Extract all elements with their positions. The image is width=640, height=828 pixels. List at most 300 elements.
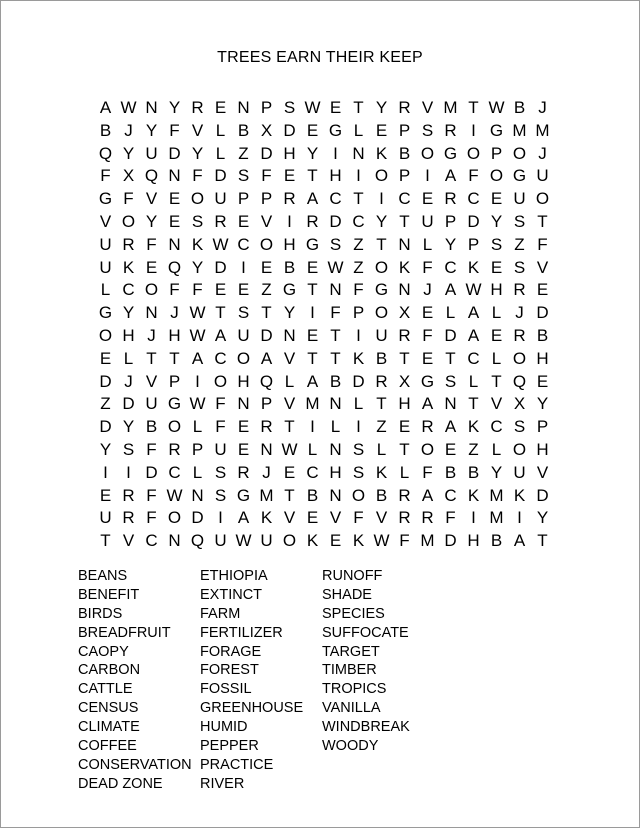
grid-letter: D [99, 371, 112, 391]
grid-letter: D [122, 394, 135, 414]
grid-letter: E [306, 508, 319, 528]
grid-letter: S [513, 257, 526, 277]
word-list-item: SUFFOCATE [322, 624, 409, 641]
grid-letter: G [305, 234, 320, 254]
grid-letter: B [536, 325, 549, 345]
grid-letter: G [420, 371, 435, 391]
grid-letter: W [281, 439, 298, 459]
grid-letter: M [443, 98, 458, 117]
grid-letter: S [237, 166, 250, 186]
grid-letter: U [536, 166, 549, 186]
grid-letter: T [445, 348, 456, 368]
grid-letter: F [215, 394, 226, 414]
grid-letter: G [98, 303, 113, 323]
grid-letter: I [241, 257, 246, 277]
grid-letter: Q [167, 257, 182, 277]
grid-letter: Y [306, 143, 319, 163]
grid-letter: E [99, 348, 112, 368]
word-list-item: FOSSIL [200, 681, 252, 698]
grid-letter: J [423, 280, 432, 300]
grid-letter: A [444, 166, 457, 186]
grid-letter: K [191, 234, 204, 254]
grid-letter: R [398, 508, 411, 528]
word-list-item: HUMID [200, 719, 248, 736]
grid-letter: L [445, 303, 456, 323]
grid-letter: O [535, 189, 550, 209]
grid-letter: L [123, 348, 134, 368]
grid-letter: J [515, 303, 524, 323]
word-list-item: DEAD ZONE [78, 775, 163, 792]
grid-letter: R [122, 234, 135, 254]
grid-letter: F [399, 531, 410, 551]
letter-grid [94, 97, 554, 553]
grid-letter: U [214, 189, 227, 209]
grid-letter: Z [353, 234, 364, 254]
grid-letter: B [398, 143, 411, 163]
grid-letter: U [260, 531, 273, 551]
word-list-item: BEANS [78, 568, 128, 584]
word-list-item: RUNOFF [322, 568, 383, 584]
grid-letter: M [305, 394, 320, 414]
grid-letter: D [444, 531, 457, 551]
grid-letter: U [421, 211, 434, 231]
grid-letter: P [352, 303, 365, 323]
grid-letter: R [214, 211, 227, 231]
grid-letter: U [145, 394, 158, 414]
grid-letter: T [376, 394, 387, 414]
grid-letter: Y [122, 417, 135, 437]
grid-letter: F [146, 439, 157, 459]
grid-letter: C [352, 211, 365, 231]
grid-letter: V [145, 371, 158, 391]
grid-letter: F [422, 257, 433, 277]
grid-letter: S [122, 439, 135, 459]
grid-letter: C [168, 462, 181, 482]
grid-letter: T [399, 439, 410, 459]
grid-row [94, 348, 554, 371]
grid-letter: O [144, 280, 159, 300]
grid-letter: M [420, 531, 435, 551]
grid-letter: U [99, 257, 112, 277]
grid-letter: C [490, 417, 503, 437]
grid-letter: D [444, 325, 457, 345]
grid-letter: H [329, 166, 342, 186]
grid-letter: D [260, 143, 273, 163]
grid-letter: F [422, 462, 433, 482]
grid-letter: I [287, 211, 292, 231]
grid-letter: T [169, 348, 180, 368]
grid-letter: N [260, 439, 273, 459]
grid-letter: K [375, 462, 388, 482]
grid-letter: L [100, 280, 111, 300]
grid-row [94, 302, 554, 325]
grid-letter: S [490, 234, 503, 254]
grid-letter: V [536, 462, 549, 482]
grid-letter: W [235, 531, 252, 551]
grid-letter: F [330, 303, 341, 323]
word-list-item: CONSERVATION [78, 756, 192, 773]
grid-letter: S [214, 485, 227, 505]
grid-letter: T [261, 303, 272, 323]
grid-letter: G [512, 166, 527, 186]
word-list-item: FORAGE [200, 643, 262, 660]
grid-row [94, 234, 554, 257]
grid-letter: L [215, 143, 226, 163]
grid-letter: R [260, 417, 273, 437]
grid-letter: I [195, 371, 200, 391]
grid-letter: T [284, 417, 295, 437]
grid-letter: U [145, 143, 158, 163]
grid-letter: Z [238, 143, 249, 163]
grid-row [94, 462, 554, 485]
grid-letter: K [306, 531, 319, 551]
grid-letter: B [145, 417, 158, 437]
grid-letter: T [537, 531, 548, 551]
grid-letter: Y [168, 98, 181, 117]
grid-letter: P [260, 98, 273, 117]
grid-letter: V [536, 257, 549, 277]
grid-letter: D [536, 485, 549, 505]
grid-letter: G [328, 120, 343, 140]
grid-row [94, 530, 554, 553]
grid-letter: E [237, 280, 250, 300]
word-list-item: TARGET [322, 643, 380, 660]
grid-letter: T [353, 98, 364, 117]
grid-letter: P [467, 234, 480, 254]
grid-letter: M [489, 485, 504, 505]
grid-letter: N [168, 166, 181, 186]
word-list-item: CAOPY [78, 643, 129, 660]
grid-letter: N [398, 280, 411, 300]
word-list-item: SPECIES [322, 605, 385, 622]
grid-letter: H [467, 531, 480, 551]
grid-letter: N [191, 485, 204, 505]
grid-letter: W [373, 531, 390, 551]
grid-letter: U [99, 234, 112, 254]
word-list-item: FOREST [200, 662, 259, 679]
grid-letter: O [190, 189, 205, 209]
grid-letter: A [513, 531, 526, 551]
grid-letter: T [468, 98, 479, 117]
grid-letter: O [374, 166, 389, 186]
grid-letter: D [168, 143, 181, 163]
grid-letter: V [375, 508, 388, 528]
grid-letter: B [490, 531, 503, 551]
page-title: TREES EARN THEIR KEEP [217, 49, 423, 66]
word-bank [78, 567, 442, 794]
grid-letter: Y [122, 303, 135, 323]
grid-letter: Q [190, 531, 205, 551]
word-column-3 [322, 567, 442, 794]
grid-letter: N [145, 303, 158, 323]
grid-letter: I [126, 462, 131, 482]
grid-letter: O [466, 143, 481, 163]
grid-letter: R [283, 189, 296, 209]
grid-letter: S [444, 371, 457, 391]
grid-letter: I [356, 417, 361, 437]
grid-letter: S [214, 462, 227, 482]
grid-letter: E [421, 303, 434, 323]
grid-letter: N [352, 143, 365, 163]
grid-letter: C [444, 257, 457, 277]
grid-letter: X [398, 303, 411, 323]
grid-letter: W [189, 394, 206, 414]
grid-letter: A [99, 98, 112, 117]
grid-letter: J [124, 120, 133, 140]
grid-letter: T [307, 166, 318, 186]
grid-letter: F [261, 166, 272, 186]
grid-letter: B [283, 257, 296, 277]
grid-letter: F [100, 166, 111, 186]
word-list-item: GREENHOUSE [200, 700, 304, 717]
grid-letter: E [283, 166, 296, 186]
grid-letter: O [374, 303, 389, 323]
grid-letter: F [146, 485, 157, 505]
grid-letter: E [536, 371, 549, 391]
grid-letter: Y [490, 211, 503, 231]
grid-letter: T [399, 348, 410, 368]
grid-letter: A [467, 325, 480, 345]
grid-letter: V [260, 211, 273, 231]
grid-letter: R [421, 417, 434, 437]
grid-letter: F [123, 189, 134, 209]
grid-letter: P [260, 394, 273, 414]
grid-letter: F [445, 508, 456, 528]
grid-row [94, 211, 554, 234]
grid-letter: S [352, 439, 365, 459]
grid-letter: L [192, 462, 203, 482]
grid-letter: R [398, 325, 411, 345]
grid-letter: S [421, 120, 434, 140]
grid-letter: L [307, 439, 318, 459]
grid-letter: B [467, 462, 480, 482]
grid-letter: V [329, 508, 342, 528]
grid-letter: O [489, 166, 504, 186]
word-list-item: PRACTICE [200, 756, 274, 773]
grid-letter: E [306, 120, 319, 140]
grid-letter: O [512, 143, 527, 163]
grid-letter: R [444, 189, 457, 209]
grid-letter: T [307, 348, 318, 368]
grid-letter: E [490, 257, 503, 277]
grid-letter: H [490, 280, 503, 300]
grid-letter: E [490, 325, 503, 345]
grid-letter: V [99, 211, 112, 231]
grid-letter: W [189, 325, 206, 345]
word-list-item: CATTLE [78, 681, 133, 698]
grid-letter: A [191, 348, 204, 368]
word-list-item: CARBON [78, 662, 141, 679]
grid-letter: E [306, 325, 319, 345]
grid-letter: B [513, 98, 526, 117]
grid-letter: W [189, 303, 206, 323]
grid-row [94, 507, 554, 530]
grid-letter: K [467, 417, 480, 437]
grid-letter: B [99, 120, 112, 140]
grid-letter: R [237, 462, 250, 482]
grid-row [94, 439, 554, 462]
grid-letter: M [489, 508, 504, 528]
grid-letter: P [490, 143, 503, 163]
grid-letter: Y [444, 234, 457, 254]
grid-letter: A [421, 394, 434, 414]
grid-letter: R [168, 439, 181, 459]
grid-letter: D [214, 166, 227, 186]
grid-letter: M [512, 120, 527, 140]
grid-letter: W [465, 280, 482, 300]
grid-letter: M [535, 120, 550, 140]
grid-letter: I [103, 462, 108, 482]
grid-letter: I [379, 189, 384, 209]
grid-letter: D [99, 417, 112, 437]
grid-letter: O [259, 234, 274, 254]
grid-letter: E [168, 189, 181, 209]
grid-letter: D [467, 211, 480, 231]
grid-letter: A [306, 371, 319, 391]
grid-letter: I [517, 508, 522, 528]
grid-letter: E [168, 211, 181, 231]
grid-letter: R [306, 211, 319, 231]
grid-letter: G [167, 394, 182, 414]
grid-letter: A [444, 280, 457, 300]
grid-letter: Q [98, 143, 113, 163]
grid-letter: S [513, 417, 526, 437]
grid-letter: Z [100, 394, 111, 414]
word-list-item: EXTINCT [200, 586, 263, 603]
grid-letter: O [236, 348, 251, 368]
grid-letter: V [283, 508, 296, 528]
grid-letter: R [513, 280, 526, 300]
grid-letter: Q [144, 166, 159, 186]
grid-letter: Z [353, 257, 364, 277]
grid-letter: L [468, 371, 479, 391]
grid-letter: K [467, 485, 480, 505]
grid-letter: W [327, 257, 344, 277]
grid-letter: C [467, 348, 480, 368]
grid-letter: Z [514, 234, 525, 254]
grid-letter: X [122, 166, 135, 186]
grid-letter: E [237, 211, 250, 231]
grid-letter: J [170, 303, 179, 323]
grid-letter: R [398, 98, 411, 117]
grid-letter: N [329, 394, 342, 414]
grid-letter: N [237, 394, 250, 414]
grid-letter: L [353, 120, 364, 140]
grid-letter: L [491, 439, 502, 459]
grid-letter: U [99, 508, 112, 528]
grid-letter: Y [122, 143, 135, 163]
grid-letter: L [491, 303, 502, 323]
word-list-item: ETHIOPIA [200, 568, 268, 584]
grid-letter: T [100, 531, 111, 551]
grid-letter: K [352, 531, 365, 551]
grid-letter: A [260, 348, 273, 368]
word-list-item: COFFEE [78, 738, 137, 755]
grid-letter: J [538, 98, 547, 117]
grid-row [94, 393, 554, 416]
grid-letter: P [536, 417, 549, 437]
grid-letter: O [420, 439, 435, 459]
grid-letter: N [237, 98, 250, 117]
grid-letter: O [512, 348, 527, 368]
grid-letter: T [215, 303, 226, 323]
grid-letter: G [98, 189, 113, 209]
grid-letter: C [467, 189, 480, 209]
grid-letter: P [168, 371, 181, 391]
grid-letter: F [215, 417, 226, 437]
word-list-item: CLIMATE [78, 719, 140, 736]
grid-letter: F [169, 280, 180, 300]
grid-letter: H [536, 439, 549, 459]
grid-letter: W [120, 98, 137, 117]
word-column-1 [78, 567, 200, 794]
grid-letter: T [399, 211, 410, 231]
grid-row [94, 485, 554, 508]
word-list-item: TROPICS [322, 681, 387, 698]
grid-letter: T [284, 485, 295, 505]
grid-letter: L [399, 462, 410, 482]
grid-letter: S [329, 234, 342, 254]
grid-row [94, 120, 554, 143]
grid-letter: V [421, 98, 434, 117]
word-list-item: RIVER [200, 775, 245, 792]
grid-letter: Q [512, 371, 527, 391]
grid-letter: D [214, 257, 227, 277]
grid-row [94, 97, 554, 120]
grid-letter: N [145, 98, 158, 117]
grid-letter: B [306, 485, 319, 505]
grid-letter: N [329, 280, 342, 300]
grid-letter: W [304, 98, 321, 117]
grid-letter: Y [191, 143, 204, 163]
grid-letter: S [191, 211, 204, 231]
grid-letter: D [536, 303, 549, 323]
grid-letter: N [168, 234, 181, 254]
grid-letter: D [329, 211, 342, 231]
grid-letter: J [147, 325, 156, 345]
grid-letter: X [513, 394, 526, 414]
grid-letter: F [192, 280, 203, 300]
grid-letter: G [443, 143, 458, 163]
grid-row [94, 165, 554, 188]
grid-letter: C [306, 462, 319, 482]
grid-letter: F [353, 280, 364, 300]
grid-letter: E [375, 120, 388, 140]
grid-letter: O [420, 143, 435, 163]
grid-letter: V [283, 348, 296, 368]
grid-letter: J [538, 143, 547, 163]
grid-letter: I [310, 417, 315, 437]
grid-letter: N [398, 234, 411, 254]
grid-letter: F [169, 120, 180, 140]
grid-letter: R [513, 325, 526, 345]
grid-letter: V [490, 394, 503, 414]
grid-letter: U [375, 325, 388, 345]
grid-letter: C [145, 531, 158, 551]
grid-letter: N [329, 439, 342, 459]
grid-letter: R [421, 508, 434, 528]
word-list-item: WOODY [322, 738, 379, 755]
grid-letter: O [121, 211, 136, 231]
grid-letter: T [330, 348, 341, 368]
grid-letter: G [236, 485, 251, 505]
word-list-item: FERTILIZER [200, 624, 283, 641]
grid-letter: W [166, 485, 183, 505]
grid-letter: D [352, 371, 365, 391]
grid-letter: B [329, 371, 342, 391]
word-list-item: WINDBREAK [322, 719, 410, 736]
grid-letter: J [262, 462, 271, 482]
